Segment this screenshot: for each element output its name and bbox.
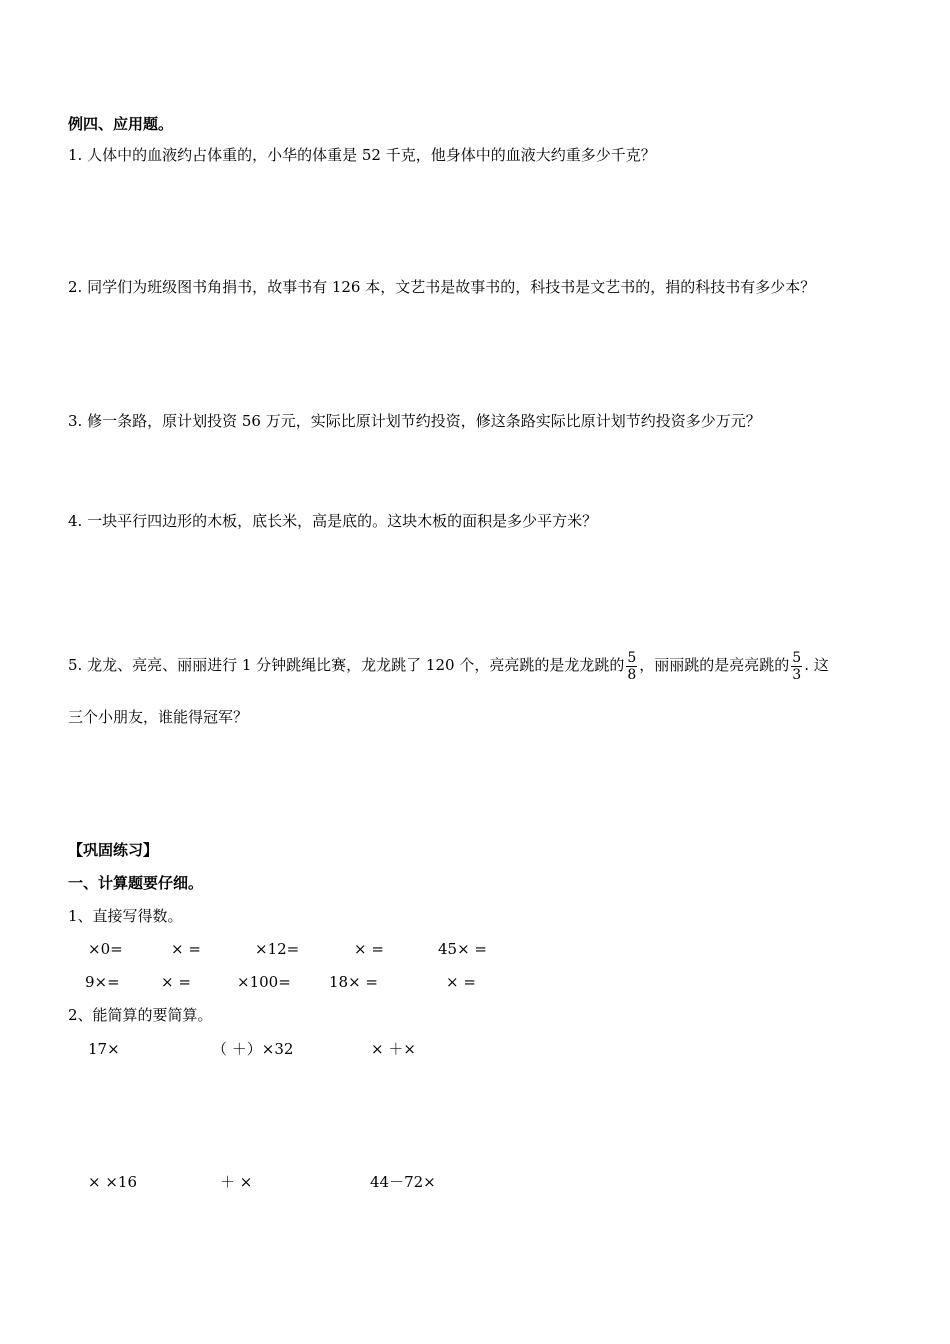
calc-row-1-item-1: ×0= <box>88 940 123 958</box>
calc-row-1-item-3: ×12= <box>255 940 300 958</box>
calc-row-4-item-1: × ×16 <box>88 1173 137 1191</box>
calc-row-2-item-2: × = <box>161 973 191 991</box>
calc-row-2-item-3: ×100= <box>237 973 291 991</box>
fraction-numerator: 5 <box>627 649 637 666</box>
fraction-numerator: 5 <box>792 649 802 666</box>
fraction-denominator: 8 <box>627 666 637 683</box>
question-4: 4. 一块平行四边形的木板，底长米，高是底的。这块木板的面积是多少平方米？ <box>68 512 598 530</box>
calc-row-3-item-1: 17× <box>88 1040 120 1058</box>
calc-row-3-item-2: （ ＋）×32 <box>212 1040 294 1058</box>
calc-row-3-item-3: × ＋× <box>371 1040 416 1058</box>
calc-row-1-item-4: × = <box>354 940 384 958</box>
calc-row-2-item-1: 9×= <box>85 973 120 991</box>
fraction-denominator: 3 <box>792 666 802 683</box>
question-5-line-2: 三个小朋友，谁能得冠军？ <box>68 708 249 726</box>
question-5-text-a: 5. 龙龙、亮亮、丽丽进行 1 分钟跳绳比赛，龙龙跳了 120 个，亮亮跳的是龙龙跳的 <box>68 656 625 674</box>
practice-heading: 【巩固练习】 <box>68 841 159 859</box>
calc-row-1-item-5: 45× = <box>438 940 487 958</box>
question-3: 3. 修一条路，原计划投资 56 万元，实际比原计划节约投资，修这条路实际比原计划节约投资多少万元？ <box>68 412 761 430</box>
question-5-line-1 <box>68 645 829 685</box>
fraction-five-thirds <box>791 650 802 683</box>
calc-row-4-item-3: 44－72× <box>370 1173 436 1191</box>
fraction-five-eighths <box>626 650 637 683</box>
question-2: 2. 同学们为班级图书角捐书，故事书有 126 本，文艺书是故事书的，科技书是文艺书的，捐的科技书有多少本？ <box>68 278 816 296</box>
example-heading: 例四、应用题。 <box>68 115 174 133</box>
subsection-2-heading: 2、能简算的要简算。 <box>68 1006 213 1024</box>
calc-row-1-item-2: × = <box>171 940 201 958</box>
section-1-heading: 一、计算题要仔细。 <box>68 874 204 892</box>
calc-row-2-item-5: × = <box>446 973 476 991</box>
question-5-text-c: . 这 <box>804 656 829 674</box>
question-1: 1. 人体中的血液约占体重的，小华的体重是 52 千克，他身体中的血液大约重多少千克？ <box>68 146 656 164</box>
question-5-text-b: ，丽丽跳的是亮亮跳的 <box>639 656 790 674</box>
subsection-1-heading: 1、直接写得数。 <box>68 907 183 925</box>
calc-row-4-item-2: ＋ × <box>220 1173 253 1191</box>
calc-row-2-item-4: 18× = <box>329 973 378 991</box>
